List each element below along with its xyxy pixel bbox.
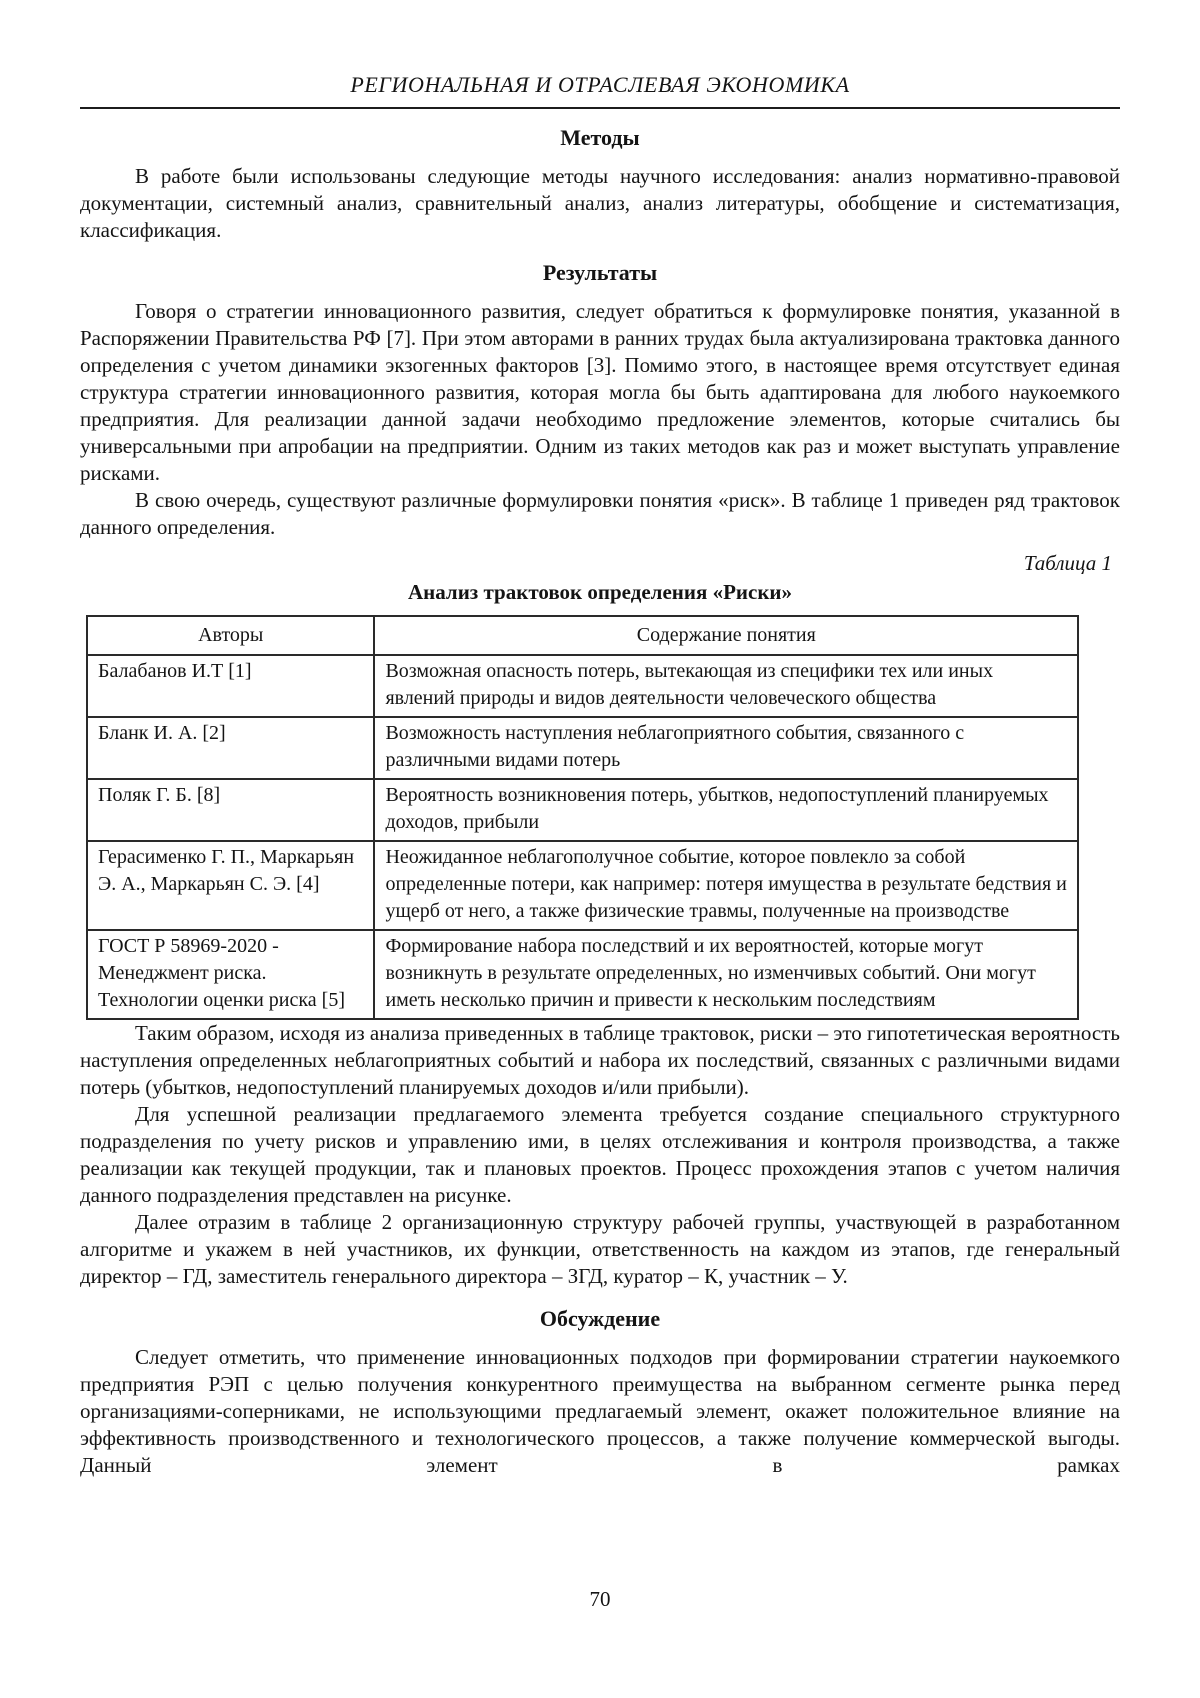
table-row	[87, 841, 1078, 930]
table-row	[87, 655, 1078, 717]
definition-cell: Неожиданное неблагополучное событие, которое повлекло за собой определенные потери, как например: потеря имущества в результате бедствия и ущерб от него, а также физические травмы, полученные на производстве	[374, 841, 1078, 930]
paragraph-methods: В работе были использованы следующие методы научного исследования: анализ нормативно-правовой документации, системный анализ, сравнительный анализ, анализ литературы, обобщение и систематизация, классификация.	[80, 164, 1120, 242]
author-cell: Бланк И. А. [2]	[87, 717, 374, 779]
table-header-row	[87, 616, 1078, 655]
author-cell: ГОСТ Р 58969-2020 - Менеджмент риска. Технологии оценки риска [5]	[87, 930, 374, 1019]
paragraph-after-table-1: Таким образом, исходя из анализа приведенных в таблице трактовок, риски – это гипотетическая вероятность наступления определенных неблагоприятных событий и набора их последствий, связанных с различными видами потерь (убытков, недопоступлений планируемых доходов и/или прибыли).	[80, 1021, 1121, 1099]
paragraph-results-1: Говоря о стратегии инновационного развития, следует обратиться к формулировке понятия, указанной в Распоряжении Правительства РФ [7]. При этом авторами в ранних трудах была актуализирована трактовка данного определения с учетом динамики экзогенных факторов [3]. Помимо этого, в настоящее время отсутствует единая структура стратегии инновационного развития, которая могла бы быть адаптирована для любого наукоемкого предприятия. Для реализации данной задачи необходимо предложение элементов, которые считались бы универсальными при апробации на предприятии. Одним из таких методов как раз и может выступать управление рисками.	[80, 299, 1120, 485]
author-cell: Поляк Г. Б. [8]	[87, 779, 374, 841]
definition-cell: Возможность наступления неблагоприятного события, связанного с различными видами потерь	[374, 717, 1078, 779]
paragraph-after-table-3: Далее отразим в таблице 2 организационную структуру рабочей группы, участвующей в разработанном алгоритме и укажем в ней участников, их функции, ответственность на каждом из этапов, где генеральный директор – ГД, заместитель генерального директора – ЗГД, куратор – К, участник – У.	[80, 1210, 1120, 1288]
paragraph-after-table-2: Для успешной реализации предлагаемого элемента требуется создание специального структурного подразделения по учету рисков и управлению ими, в целях отслеживания и контроля производства, а также реализации как текущей продукции, так и плановых проектов. Процесс прохождения этапов с учетом наличия данного подразделения представлен на рисунке.	[80, 1102, 1120, 1207]
table-row	[87, 717, 1078, 779]
column-header-content: Содержание понятия	[374, 616, 1078, 655]
table-row	[87, 930, 1078, 1019]
table-1-title: Анализ трактовок определения «Риски»	[407, 580, 793, 604]
definition-cell: Вероятность возникновения потерь, убытков, недопоступлений планируемых доходов, прибыли	[374, 779, 1078, 841]
running-header: РЕГИОНАЛЬНАЯ И ОТРАСЛЕВАЯ ЭКОНОМИКА	[80, 72, 1120, 109]
column-header-authors: Авторы	[87, 616, 374, 655]
paragraph-results-2: В свою очередь, существуют различные формулировки понятия «риск». В таблице 1 приведен ряд трактовок данного определения.	[80, 488, 1120, 539]
table-1-label: Таблица 1	[1023, 551, 1112, 575]
table-row	[87, 779, 1078, 841]
page-number: 70	[589, 1587, 611, 1611]
author-cell: Герасименко Г. П., Маркарьян Э. А., Маркарьян С. Э. [4]	[87, 841, 374, 930]
definition-cell: Формирование набора последствий и их вероятностей, которые могут возникнуть в результате определенных, но изменчивых событий. Они могут иметь несколько причин и привести к нескольким последствиям	[374, 930, 1078, 1019]
paragraph-discussion: Следует отметить, что применение инновационных подходов при формировании стратегии наукоемкого предприятия РЭП с целью получения конкурентного преимущества на выбранном сегменте рынка перед организациями-соперниками, не использующими предлагаемый элемент, окажет положительное влияние на эффективность производственного и технологического процессов, а также получение коммерческой выгоды. Данный элемент в рамках	[80, 1345, 1120, 1477]
definition-cell: Возможная опасность потерь, вытекающая из специфики тех или иных явлений природы и видов деятельности человеческого общества	[374, 655, 1078, 717]
risk-definitions-table	[86, 615, 1079, 1020]
section-heading-methods: Методы	[560, 125, 640, 150]
section-heading-discussion: Обсуждение	[539, 1306, 661, 1331]
section-heading-results: Результаты	[542, 260, 658, 285]
author-cell: Балабанов И.Т [1]	[87, 655, 374, 717]
